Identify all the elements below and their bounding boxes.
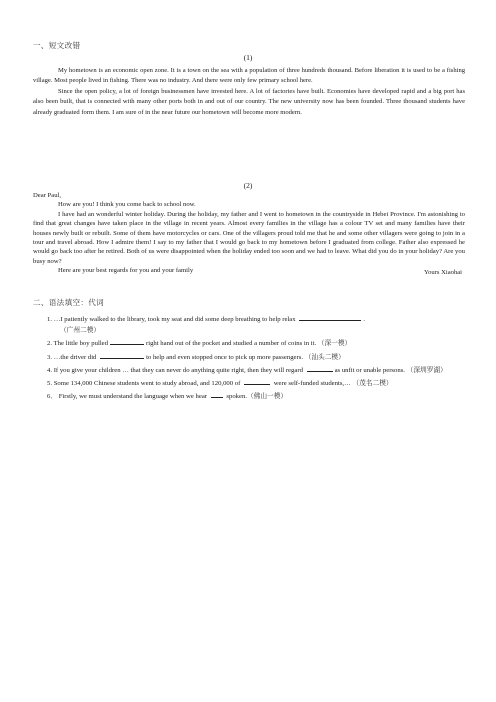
answer-blank[interactable] [100,351,144,359]
passage-1 [33,66,465,118]
passage-number-2: (2) [243,181,253,190]
question-number: 5. [47,380,53,388]
letter-greeting: Dear Paul, [33,192,62,199]
question-source: （深圳罗湖） [406,366,447,374]
letter-paragraph: I have had an wonderful winter holiday. During the holiday, my father and I went to hometown in the countryside in Hebei Province. I'm astonishing to find that great changes have taken place in the village in recent years. Almost every families in the village has a colour TV set and many families have their houses newly built or rebuilt. Some of them have motorcycles or cars. One of the villagers proud told me that he and some other villagers were going to join in a tour and travel abroad. How I admire them! I say to my father that I would go back to my hometown before I graduated from college. Father also expressed he would go back too after he retired. Both of us were disappointed when the holiday ended too soon and we had to leave. What did you do in your holiday? Are you busy now? [33,210,465,265]
question-source: （佛山一模） [247,393,288,401]
question-text-after: were self-funded students,… [273,380,351,388]
letter-paragraph: How are you! I think you come back to school now. [58,201,196,209]
question-source: （广州二模） [60,327,101,335]
answer-blank[interactable] [307,364,333,372]
passage-1-paragraph: My hometown is an economic open zone. It is a town on the sea with a population of three hundreds thousand. Before liberation it is used to be a fishing village. Most people lived in fishing. There was no industry. And there were only few primary school here. [33,67,465,85]
letter-signature: Yours Xiaohai [424,269,462,276]
question-number: 2. [47,340,53,348]
question-text-after: . [363,316,365,323]
question-list [47,313,467,403]
question-item [47,390,467,403]
question-text-after: spoken. [226,393,247,401]
passage-number-1: (1) [243,53,253,62]
passage-2-letter [33,191,465,276]
question-item [47,364,467,377]
question-text-after: right hand out of the pocket and studied a number of coins in it. [146,340,317,348]
answer-blank[interactable] [211,390,223,398]
question-source: （深一模） [317,340,352,348]
question-number: 6． [47,393,58,401]
answer-blank[interactable] [110,337,144,345]
question-text: …I patiently walked to the library, took my seat and did some deep breathing to help relax [53,316,296,323]
question-item [47,351,467,364]
question-text: Firstly, we must understand the language when we hear [58,393,208,401]
question-text: …the driver did [53,353,97,361]
answer-blank[interactable] [299,313,361,321]
answer-blank[interactable] [244,377,270,385]
question-item [47,377,467,390]
question-item [47,313,467,337]
question-source: （汕头二模） [304,353,345,361]
question-number: 4. [47,366,53,374]
question-source: （茂名二模） [352,380,393,388]
question-text-after: to help and even stopped once to pick up more passengers. [146,353,304,361]
question-text-after: as unfit or unable persons. [334,366,405,374]
question-number: 3. [47,353,53,361]
question-number: 1. [47,316,53,323]
question-item [47,337,467,350]
passage-1-paragraph: Since the open policy, a lot of foreign businessmen have invested here. A lot of factories have built. Economies have developed rapid and a big port has also been built, that is connected with many other ports both in and out of our country. The new university now has been founded. Three thousand students have already graduated form them. I am sure of in the near future our hometown will become more modern. [33,87,465,116]
section-heading-grammar-fill: 二、语法填空：代词 [33,298,105,307]
letter-paragraph: Here are your best regards for you and your family [58,267,194,275]
question-text: If you give your children … that they can never do anything quite right, then they will regard [53,366,303,374]
question-text: The little boy pulled [53,340,108,348]
section-heading-error-correction: 一、短文改错 [33,41,81,50]
question-text: Some 134,000 Chinese students went to study abroad, and 120,000 of [53,380,241,388]
